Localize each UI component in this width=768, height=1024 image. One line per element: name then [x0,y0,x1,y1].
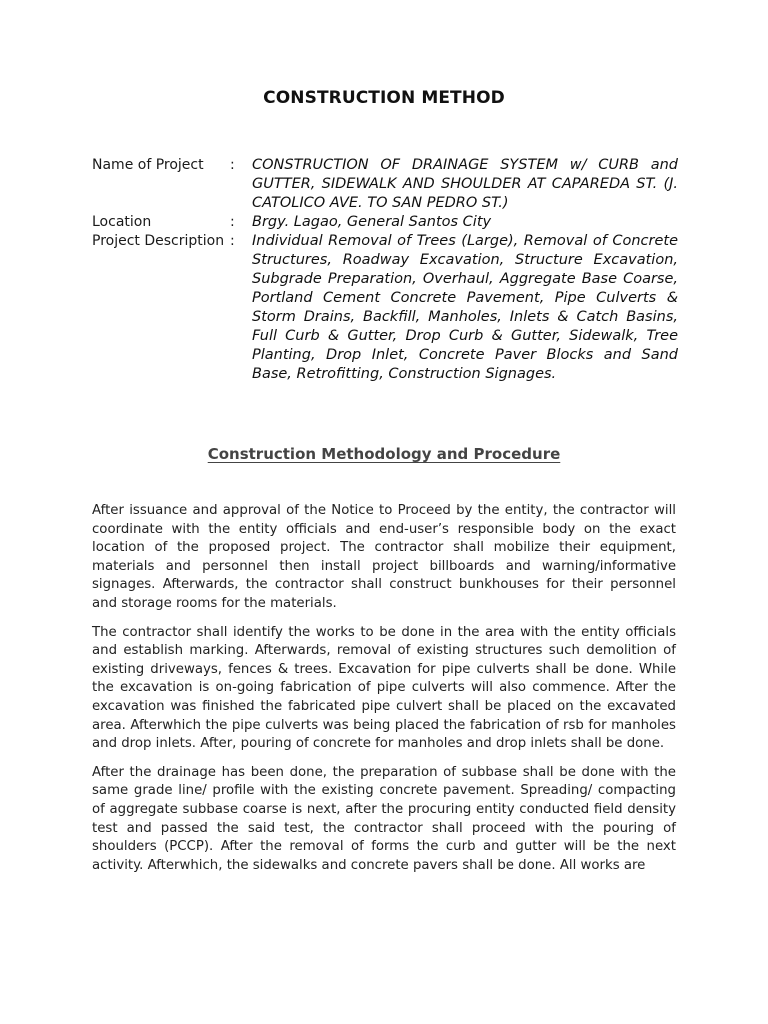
info-row-project-name [92,156,678,213]
body-text [92,502,676,885]
project-info-table [92,156,678,384]
project-description-colon: : [230,233,235,249]
location-label: Location [92,214,152,230]
paragraph-1: After issuance and approval of the Notice to Proceed by the entity, the contractor will coordinate with the entity officials and end-user’s responsible body on the exact location of the proposed project. The contractor shall mobilize their equipment, materials and personnel then install project billboards and warning/informative signages. Afterwards, the contractor shall construct bunkhouses for their personnel and storage rooms for the materials. [92,503,676,611]
project-description-value: Individual Removal of Trees (Large), Removal of Concrete Structures, Roadway Excavation, Structure Excavation, Subgrade Preparation, Overhaul, Aggregate Base Coarse, Portland Cement Concrete Pavement, Pipe Culverts & Storm Drains, Backfill, Manholes, Inlets & Catch Basins, Full Curb & Gutter, Drop Curb & Gutter, Sidewalk, Tree Planting, Drop Inlet, Concrete Paver Blocks and Sand Base, Retrofitting, Construction Signages. [252,233,678,382]
paragraph-2: The contractor shall identify the works to be done in the area with the entity officials and establish marking. Afterwards, removal of existing structures such demolition of existing driveways, fences & trees. Excavation for pipe culverts shall be done. While the excavation is on-going fabrication of pipe culverts will also commence. After the excavation was finished the fabricated pipe culvert shall be placed on the excavated area. Afterwhich the pipe culverts was being placed the fabrication of rsb for manholes and drop inlets. After, pouring of concrete for manholes and drop inlets shall be done. [92,624,676,752]
project-name-colon: : [230,157,235,173]
section-heading-text: Construction Methodology and Procedure [207,445,561,463]
project-description-label: Project Description [92,233,225,249]
project-name-label: Name of Project [92,157,204,173]
info-row-location [92,213,678,232]
location-colon: : [230,214,235,230]
paragraph-3: After the drainage has been done, the preparation of subbase shall be done with the same grade line/ profile with the existing concrete pavement. Spreading/ compacting of aggregate subbase coarse is next, after the procuring entity conducted field density test and passed the said test, the contractor shall proceed with the pouring of shoulders (PCCP). After the removal of forms the curb and gutter will be the next activity. Afterwhich, the sidewalks and concrete pavers shall be done. All works are [92,764,676,873]
document-title: CONSTRUCTION METHOD [263,88,505,108]
location-value: Brgy. Lagao, General Santos City [252,214,492,230]
info-row-project-description [92,232,678,384]
section-heading [0,444,768,463]
project-name-value: CONSTRUCTION OF DRAINAGE SYSTEM w/ CURB and GUTTER, SIDEWALK AND SHOULDER AT CAPAREDA ST. (J. CATOLICO AVE. TO SAN PEDRO ST.) [252,157,678,211]
